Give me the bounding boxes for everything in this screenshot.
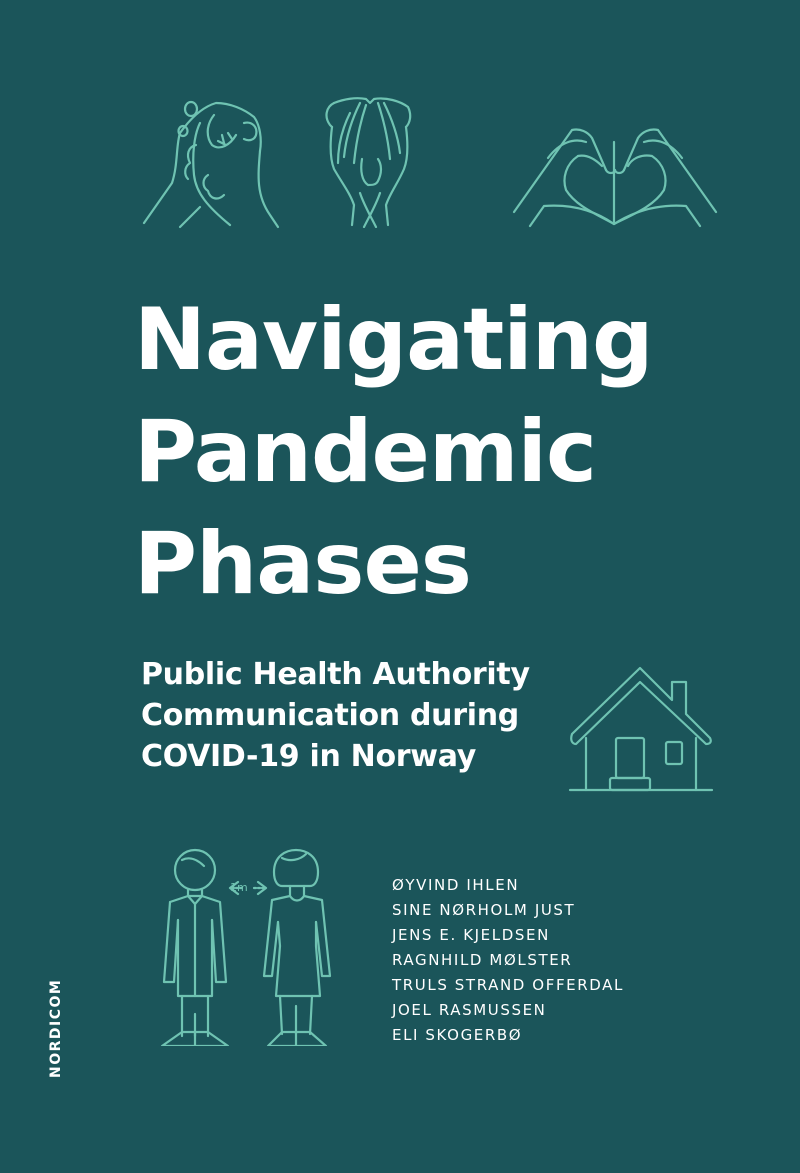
publisher-logo: NORDICOM — [48, 978, 64, 1078]
social-distancing-people-icon — [150, 846, 350, 1046]
author: RAGNHILD MØLSTER — [392, 951, 573, 969]
book-subtitle — [141, 654, 530, 777]
author: ELI SKOGERBØ — [392, 1026, 523, 1044]
author-list — [392, 873, 624, 1048]
author: JENS E. KJELDSEN — [392, 926, 550, 944]
title-line-1: Navigating — [134, 290, 653, 390]
house-icon — [566, 664, 716, 796]
subtitle-line-1: Public Health Authority — [141, 657, 530, 692]
title-line-3: Phases — [134, 514, 471, 614]
heart-hands-icon — [510, 120, 720, 230]
book-title — [134, 284, 653, 620]
author: SINE NØRHOLM JUST — [392, 901, 576, 919]
hand-washing-icon — [140, 95, 290, 230]
subtitle-line-2: Communication during — [141, 698, 519, 733]
hands-covering-face-icon — [320, 93, 420, 228]
author: TRULS STRAND OFFERDAL — [392, 976, 624, 994]
subtitle-line-3: COVID-19 in Norway — [141, 739, 476, 774]
author: JOEL RASMUSSEN — [392, 1001, 547, 1019]
title-line-2: Pandemic — [134, 402, 596, 502]
author: ØYVIND IHLEN — [392, 876, 520, 894]
distance-label: 1m — [230, 881, 248, 894]
